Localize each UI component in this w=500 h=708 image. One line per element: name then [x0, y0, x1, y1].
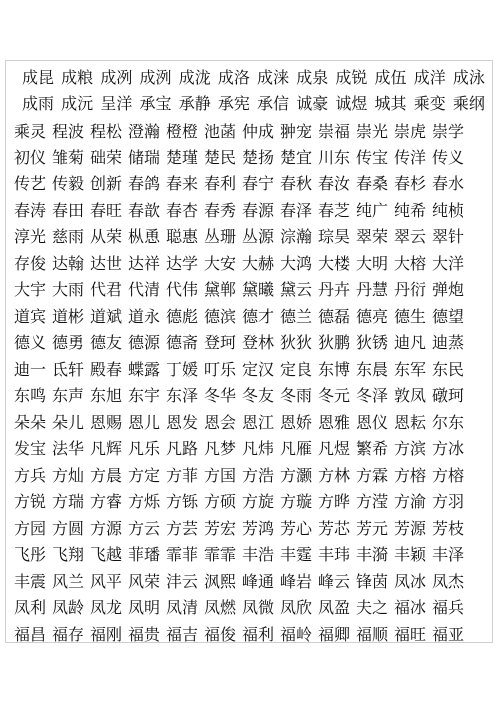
name-cell: 凡梦	[204, 439, 237, 458]
name-cell: 春宁	[242, 174, 275, 193]
name-cell: 成泷	[178, 68, 211, 87]
name-cell: 福兵	[432, 598, 465, 617]
name-cell: 道永	[128, 307, 161, 326]
name-cell: 楚民	[204, 148, 237, 167]
name-cell: 福吉	[166, 625, 199, 644]
name-cell: 达翰	[52, 254, 85, 273]
name-cell: 菲璠	[128, 545, 161, 564]
name-cell: 福顺	[356, 625, 389, 644]
name-cell: 登珂	[204, 333, 237, 352]
name-cell: 凤龄	[52, 598, 85, 617]
name-cell: 楚扬	[242, 148, 275, 167]
name-cell: 丁媛	[166, 360, 199, 379]
name-cell: 春歆	[128, 201, 161, 220]
name-cell: 从荣	[90, 227, 123, 246]
name-cell: 福利	[242, 625, 275, 644]
name-cell: 恩耘	[394, 413, 427, 432]
name-cell: 传毅	[52, 174, 85, 193]
name-cell: 凤明	[128, 598, 161, 617]
name-cell: 凡煜	[318, 439, 351, 458]
name-cell: 丰泽	[432, 545, 465, 564]
name-cell: 慈雨	[52, 227, 85, 246]
name-cell: 东宇	[128, 386, 161, 405]
name-cell: 楚瑾	[166, 148, 199, 167]
name-cell: 德亮	[356, 307, 389, 326]
name-cell: 东泽	[166, 386, 199, 405]
name-cell: 黛郸	[204, 280, 237, 299]
name-row	[14, 330, 492, 355]
name-cell: 恩赐	[90, 413, 123, 432]
name-cell: 东军	[394, 360, 427, 379]
name-cell: 成洋	[413, 68, 446, 87]
name-cell: 福亚	[432, 625, 465, 644]
name-cell: 仲成	[242, 122, 275, 141]
document-page	[5, 60, 493, 643]
name-cell: 飞翔	[52, 545, 85, 564]
name-row	[14, 542, 492, 567]
name-cell: 冬泽	[356, 386, 389, 405]
name-cell: 川东	[318, 148, 351, 167]
name-cell: 风兰	[52, 572, 85, 591]
name-cell: 狄锈	[356, 333, 389, 352]
name-cell: 代伟	[166, 280, 199, 299]
name-row	[14, 595, 492, 620]
name-cell: 朵朵	[14, 413, 47, 432]
name-cell: 恩雅	[318, 413, 351, 432]
name-cell: 芳心	[280, 519, 313, 538]
name-cell: 成粮	[61, 68, 94, 87]
name-cell: 翠云	[394, 227, 427, 246]
name-cell: 芳芯	[318, 519, 351, 538]
name-cell: 创新	[90, 174, 123, 193]
name-cell: 德生	[394, 307, 427, 326]
name-cell: 澄瀚	[128, 122, 161, 141]
name-cell: 凤杰	[432, 572, 465, 591]
name-cell: 定汉	[242, 360, 275, 379]
name-cell: 德斋	[166, 333, 199, 352]
name-cell: 丰霆	[280, 545, 313, 564]
name-row	[14, 622, 492, 647]
name-cell: 福旺	[394, 625, 427, 644]
name-cell: 德磊	[318, 307, 351, 326]
name-cell: 成沅	[61, 94, 94, 113]
name-row	[14, 198, 492, 223]
name-cell: 福卿	[318, 625, 351, 644]
name-cell: 方晨	[90, 466, 123, 485]
name-cell: 黛曦	[242, 280, 275, 299]
name-cell: 翠针	[432, 227, 465, 246]
name-cell: 城其	[374, 94, 407, 113]
name-cell: 成伍	[374, 68, 407, 87]
name-cell: 乘纲	[452, 94, 485, 113]
name-cell: 恩发	[166, 413, 199, 432]
name-cell: 崇光	[356, 122, 389, 141]
name-cell: 翀宠	[280, 122, 313, 141]
name-cell: 峰岩	[280, 572, 313, 591]
name-cell: 方冰	[432, 439, 465, 458]
name-cell: 飞越	[90, 545, 123, 564]
name-cell: 成冽	[100, 68, 133, 87]
name-row	[14, 251, 492, 276]
name-cell: 德友	[90, 333, 123, 352]
name-cell: 狄鹏	[318, 333, 351, 352]
name-cell: 春桑	[356, 174, 389, 193]
name-cell: 礅珂	[432, 386, 465, 405]
name-row	[14, 489, 492, 514]
name-cell: 大安	[204, 254, 237, 273]
name-cell: 程波	[52, 122, 85, 141]
name-cell: 翠荣	[356, 227, 389, 246]
name-cell: 方滨	[394, 439, 427, 458]
name-row	[14, 304, 492, 329]
name-cell: 尔东	[432, 413, 465, 432]
name-cell: 恩娇	[280, 413, 313, 432]
name-cell: 崇学	[432, 122, 465, 141]
name-cell: 代清	[128, 280, 161, 299]
name-cell: 福岭	[280, 625, 313, 644]
name-cell: 芳元	[356, 519, 389, 538]
name-cell: 楚宜	[280, 148, 313, 167]
name-cell: 橙橙	[166, 122, 199, 141]
name-cell: 丹慧	[356, 280, 389, 299]
name-cell: 道斌	[90, 307, 123, 326]
name-cell: 承信	[257, 94, 290, 113]
name-cell: 聪惠	[166, 227, 199, 246]
name-cell: 方芸	[166, 519, 199, 538]
name-cell: 成泉	[296, 68, 329, 87]
name-cell: 成洌	[139, 68, 172, 87]
name-cell: 霏菲	[166, 545, 199, 564]
name-cell: 风平	[90, 572, 123, 591]
name-cell: 福俊	[204, 625, 237, 644]
name-cell: 成锐	[335, 68, 368, 87]
name-cell: 敦凤	[394, 386, 427, 405]
name-cell: 承宝	[139, 94, 172, 113]
name-cell: 东鸣	[14, 386, 47, 405]
name-cell: 芳枝	[432, 519, 465, 538]
name-cell: 方源	[90, 519, 123, 538]
name-cell: 春杉	[394, 174, 427, 193]
name-cell: 方定	[128, 466, 161, 485]
name-cell: 春杏	[166, 201, 199, 220]
name-cell: 福刚	[90, 625, 123, 644]
name-row	[14, 516, 492, 541]
name-cell: 丰玮	[318, 545, 351, 564]
name-row	[14, 277, 492, 302]
name-cell: 氐轩	[52, 360, 85, 379]
name-cell: 春鸽	[128, 174, 161, 193]
name-cell: 凡雁	[280, 439, 313, 458]
name-cell: 发宝	[14, 439, 47, 458]
name-cell: 峰通	[242, 572, 275, 591]
name-cell: 池菡	[204, 122, 237, 141]
name-cell: 道彬	[52, 307, 85, 326]
name-cell: 达世	[90, 254, 123, 273]
name-cell: 芳宏	[204, 519, 237, 538]
name-cell: 大雨	[52, 280, 85, 299]
name-cell: 福昌	[14, 625, 47, 644]
name-cell: 东民	[432, 360, 465, 379]
name-cell: 崇虎	[394, 122, 427, 141]
name-cell: 朵儿	[52, 413, 85, 432]
name-cell: 成泳	[452, 68, 485, 87]
name-cell: 琮昊	[318, 227, 351, 246]
name-cell: 殿春	[90, 360, 123, 379]
name-cell: 飞彤	[14, 545, 47, 564]
name-cell: 凤微	[242, 598, 275, 617]
name-cell: 丰颖	[394, 545, 427, 564]
name-cell: 东旭	[90, 386, 123, 405]
name-cell: 代君	[90, 280, 123, 299]
name-cell: 德望	[432, 307, 465, 326]
name-cell: 方霖	[356, 466, 389, 485]
name-cell: 春源	[242, 201, 275, 220]
name-cell: 春田	[52, 201, 85, 220]
name-cell: 狄狄	[280, 333, 313, 352]
name-cell: 凤盈	[318, 598, 351, 617]
name-cell: 传洋	[394, 148, 427, 167]
name-cell: 传义	[432, 148, 465, 167]
name-cell: 方锐	[14, 492, 47, 511]
name-cell: 方园	[14, 519, 47, 538]
name-cell: 础荣	[90, 148, 123, 167]
name-cell: 福冰	[394, 598, 427, 617]
name-cell: 淙瀚	[280, 227, 313, 246]
name-cell: 冬华	[204, 386, 237, 405]
name-cell: 大宇	[14, 280, 47, 299]
name-cell: 方云	[128, 519, 161, 538]
name-cell: 纯广	[356, 201, 389, 220]
name-cell: 冬友	[242, 386, 275, 405]
name-cell: 芳源	[394, 519, 427, 538]
name-cell: 传宝	[356, 148, 389, 167]
name-cell: 丛源	[242, 227, 275, 246]
name-cell: 方榕	[432, 466, 465, 485]
name-cell: 方榕	[394, 466, 427, 485]
name-cell: 成涞	[257, 68, 290, 87]
name-cell: 丰漪	[356, 545, 389, 564]
name-cell: 德源	[128, 333, 161, 352]
name-cell: 恩儿	[128, 413, 161, 432]
name-cell: 东声	[52, 386, 85, 405]
name-cell: 方菲	[166, 466, 199, 485]
name-cell: 迪一	[14, 360, 47, 379]
name-row	[14, 171, 492, 196]
name-cell: 大鸿	[280, 254, 313, 273]
name-cell: 方滢	[356, 492, 389, 511]
name-cell: 霏霏	[204, 545, 237, 564]
name-cell: 凤龙	[90, 598, 123, 617]
name-cell: 恩江	[242, 413, 275, 432]
name-cell: 大楼	[318, 254, 351, 273]
name-cell: 春来	[166, 174, 199, 193]
name-cell: 丹卉	[318, 280, 351, 299]
name-cell: 沨熙	[204, 572, 237, 591]
name-cell: 春水	[432, 174, 465, 193]
name-cell: 纯桢	[432, 201, 465, 220]
name-cell: 方羽	[432, 492, 465, 511]
name-cell: 春旺	[90, 201, 123, 220]
name-cell: 纯希	[394, 201, 427, 220]
name-cell: 繁希	[356, 439, 389, 458]
name-cell: 叮乐	[204, 360, 237, 379]
name-cell: 恩仪	[356, 413, 389, 432]
name-cell: 大洋	[432, 254, 465, 273]
name-cell: 芳鸿	[242, 519, 275, 538]
name-cell: 方晔	[318, 492, 351, 511]
name-cell: 德勇	[52, 333, 85, 352]
name-cell: 达学	[166, 254, 199, 273]
name-cell: 成昆	[22, 68, 55, 87]
name-row	[14, 119, 492, 144]
name-cell: 迪凡	[394, 333, 427, 352]
name-cell: 凡炜	[242, 439, 275, 458]
name-cell: 春涛	[14, 201, 47, 220]
name-cell: 承宪	[217, 94, 250, 113]
name-cell: 丰浩	[242, 545, 275, 564]
name-cell: 呈洋	[100, 94, 133, 113]
name-cell: 定良	[280, 360, 313, 379]
name-cell: 崇福	[318, 122, 351, 141]
name-cell: 方国	[204, 466, 237, 485]
name-cell: 方浩	[242, 466, 275, 485]
name-row	[22, 65, 492, 90]
name-cell: 雏菊	[52, 148, 85, 167]
name-cell: 枞恿	[128, 227, 161, 246]
name-cell: 方灏	[280, 466, 313, 485]
name-cell: 方璇	[280, 492, 313, 511]
name-cell: 诚豪	[296, 94, 329, 113]
name-cell: 方睿	[90, 492, 123, 511]
name-cell: 凤利	[14, 598, 47, 617]
name-row	[14, 436, 492, 461]
name-row	[14, 463, 492, 488]
name-cell: 黛云	[280, 280, 313, 299]
name-cell: 德滨	[204, 307, 237, 326]
name-cell: 恩会	[204, 413, 237, 432]
name-cell: 冬元	[318, 386, 351, 405]
name-cell: 程松	[90, 122, 123, 141]
name-cell: 方林	[318, 466, 351, 485]
name-row	[14, 145, 492, 170]
name-cell: 大赫	[242, 254, 275, 273]
name-cell: 传艺	[14, 174, 47, 193]
name-cell: 沣云	[166, 572, 199, 591]
name-cell: 储瑞	[128, 148, 161, 167]
name-row	[14, 357, 492, 382]
name-cell: 峰云	[318, 572, 351, 591]
name-cell: 凤清	[166, 598, 199, 617]
name-cell: 夫之	[356, 598, 389, 617]
name-cell: 东晨	[356, 360, 389, 379]
name-cell: 诚煜	[335, 94, 368, 113]
name-cell: 乘变	[413, 94, 446, 113]
name-cell: 方旋	[242, 492, 275, 511]
name-cell: 凡乐	[128, 439, 161, 458]
name-cell: 丹衍	[394, 280, 427, 299]
name-cell: 东博	[318, 360, 351, 379]
name-cell: 德才	[242, 307, 275, 326]
name-cell: 丛珊	[204, 227, 237, 246]
name-cell: 德彪	[166, 307, 199, 326]
name-cell: 冬雨	[280, 386, 313, 405]
name-cell: 达祥	[128, 254, 161, 273]
name-cell: 凤燃	[204, 598, 237, 617]
name-cell: 存俊	[14, 254, 47, 273]
name-row	[22, 91, 492, 116]
name-cell: 春秀	[204, 201, 237, 220]
name-cell: 春秋	[280, 174, 313, 193]
name-cell: 方圆	[52, 519, 85, 538]
name-cell: 方烁	[128, 492, 161, 511]
name-cell: 方铄	[166, 492, 199, 511]
name-cell: 春利	[204, 174, 237, 193]
name-cell: 春汝	[318, 174, 351, 193]
name-cell: 方灿	[52, 466, 85, 485]
name-cell: 乘灵	[14, 122, 47, 141]
name-cell: 初仪	[14, 148, 47, 167]
name-cell: 凤欣	[280, 598, 313, 617]
name-cell: 凡辉	[90, 439, 123, 458]
name-cell: 方瑞	[52, 492, 85, 511]
name-cell: 大榕	[394, 254, 427, 273]
name-cell: 福贵	[128, 625, 161, 644]
name-cell: 凤冰	[394, 572, 427, 591]
name-cell: 弹炮	[432, 280, 465, 299]
name-cell: 迪蒸	[432, 333, 465, 352]
name-cell: 蝶露	[128, 360, 161, 379]
name-cell: 方兵	[14, 466, 47, 485]
name-cell: 丰震	[14, 572, 47, 591]
name-cell: 大明	[356, 254, 389, 273]
name-cell: 凡路	[166, 439, 199, 458]
name-cell: 淳光	[14, 227, 47, 246]
name-cell: 登林	[242, 333, 275, 352]
name-cell: 法华	[52, 439, 85, 458]
name-cell: 风荣	[128, 572, 161, 591]
name-cell: 方硕	[204, 492, 237, 511]
name-row	[14, 383, 492, 408]
name-row	[14, 569, 492, 594]
name-cell: 锋茵	[356, 572, 389, 591]
name-cell: 承静	[178, 94, 211, 113]
name-cell: 成洛	[217, 68, 250, 87]
name-cell: 福存	[52, 625, 85, 644]
name-row	[14, 224, 492, 249]
name-cell: 方渝	[394, 492, 427, 511]
name-cell: 春芝	[318, 201, 351, 220]
name-cell: 春泽	[280, 201, 313, 220]
name-cell: 德义	[14, 333, 47, 352]
name-row	[14, 410, 492, 435]
name-cell: 德兰	[280, 307, 313, 326]
name-cell: 道宾	[14, 307, 47, 326]
name-cell: 成雨	[22, 94, 55, 113]
